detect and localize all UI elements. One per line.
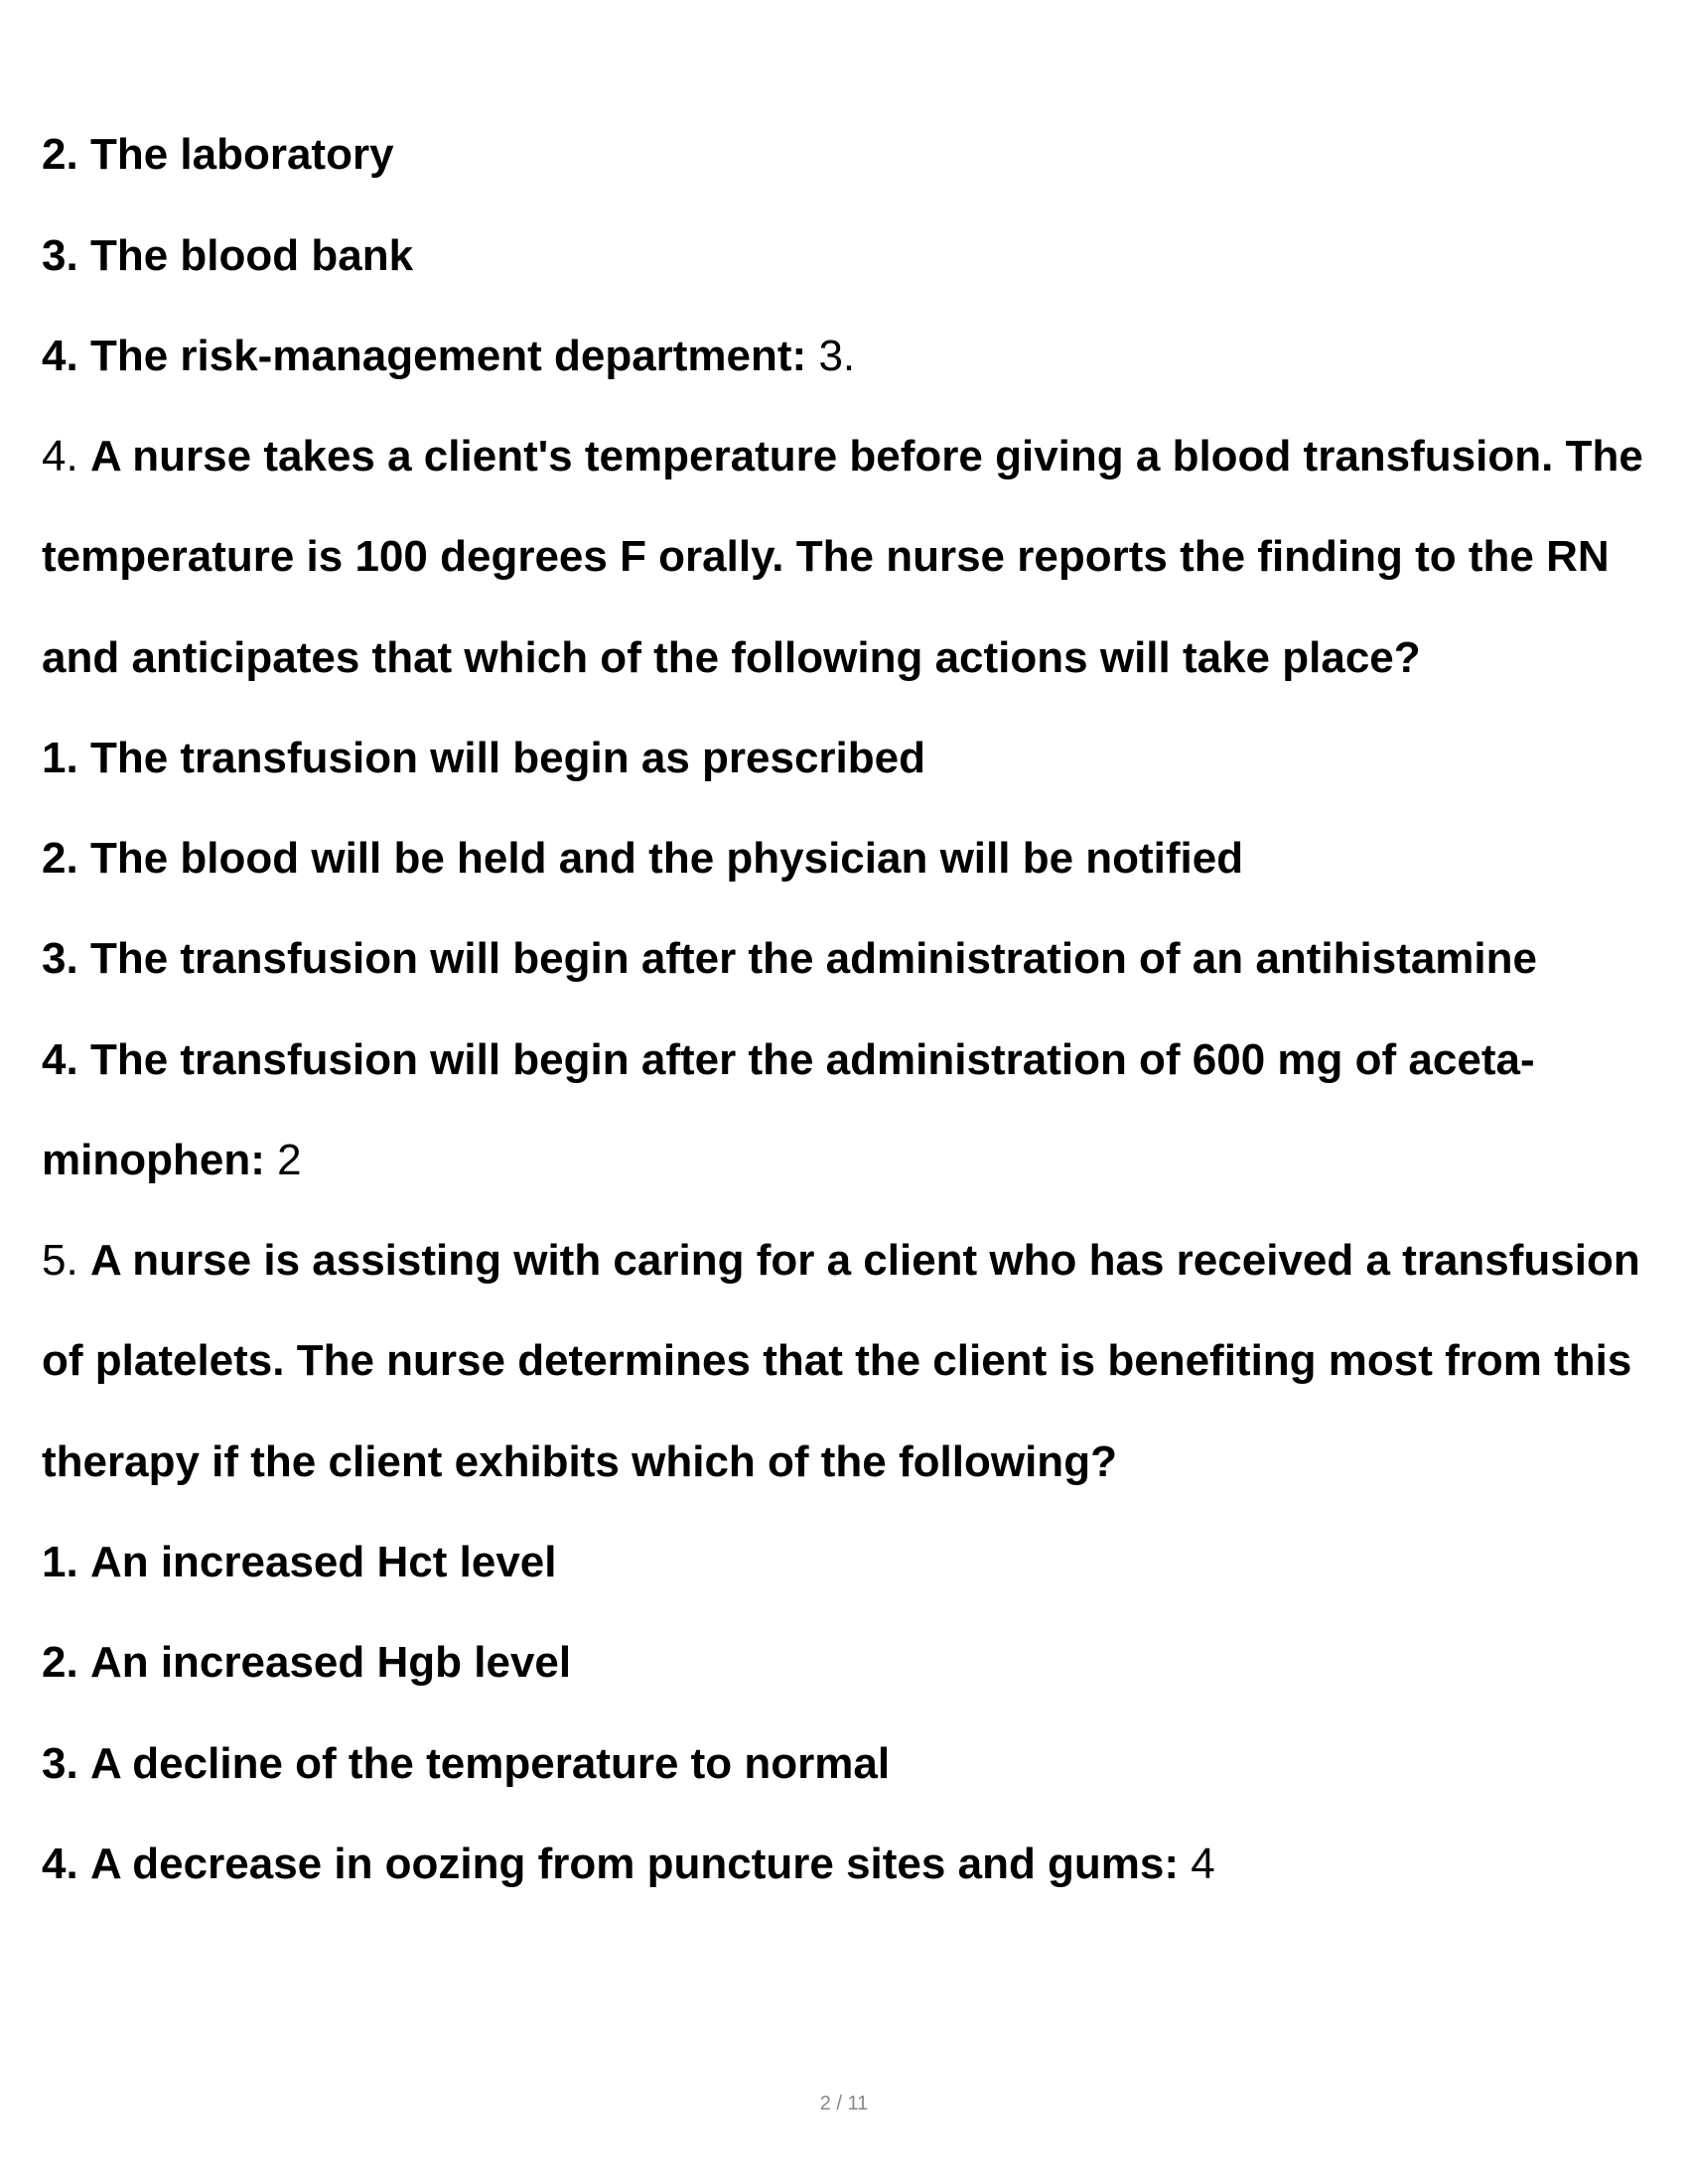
answer-option-line	[42, 1637, 571, 1689]
answer-option-line	[42, 1839, 1215, 1890]
answer-option-line	[42, 1537, 556, 1588]
option-number: 3.	[42, 934, 78, 983]
question-number: 4.	[42, 432, 78, 480]
option-text: The risk-management department:	[89, 332, 807, 380]
question-text: and anticipates that which of the following actions will take place?	[42, 633, 1421, 682]
option-text: The blood will be held and the physician will be notified	[89, 834, 1244, 883]
answer-option-line	[42, 833, 1243, 885]
answer-option-line	[42, 733, 925, 784]
option-text: A decrease in oozing from puncture sites and gums:	[89, 1840, 1180, 1888]
question-text: temperature is 100 degrees F orally. The nurse reports the finding to the RN	[42, 532, 1610, 581]
option-text: The transfusion will begin after the administration of 600 mg of aceta-	[89, 1035, 1535, 1084]
question-text: therapy if the client exhibits which of the following?	[42, 1437, 1117, 1486]
option-number: 4.	[42, 332, 78, 380]
question-line	[42, 1335, 1631, 1387]
answer-option-line	[42, 1135, 302, 1186]
question-text: A nurse takes a client's temperature before giving a blood transfusion. The	[89, 432, 1643, 480]
answer-option-line	[42, 331, 855, 382]
option-number: 4.	[42, 1035, 78, 1084]
option-text: An increased Hct level	[89, 1538, 557, 1586]
answer-option-line	[42, 933, 1537, 985]
option-text: An increased Hgb level	[89, 1638, 572, 1687]
answer-option-line	[42, 1034, 1535, 1086]
answer-option-line	[42, 1738, 890, 1790]
option-number: 4.	[42, 1840, 78, 1888]
option-number: 1.	[42, 1538, 78, 1586]
question-line	[42, 632, 1421, 684]
option-number: 3.	[42, 1739, 78, 1788]
question-line	[42, 531, 1610, 583]
option-number: 1.	[42, 734, 78, 782]
option-text: minophen:	[42, 1136, 265, 1184]
option-text: The laboratory	[89, 130, 394, 179]
question-number: 5.	[42, 1236, 78, 1285]
page-indicator: 2 / 11	[819, 2093, 869, 2115]
question-text: of platelets. The nurse determines that the client is benefiting most from this	[42, 1336, 1632, 1385]
answer-key: 3.	[818, 332, 856, 380]
option-number: 3.	[42, 231, 78, 280]
option-text: A decline of the temperature to normal	[89, 1739, 891, 1788]
question-line	[42, 431, 1643, 482]
answer-key: 2	[277, 1136, 302, 1184]
option-number: 2.	[42, 834, 78, 883]
answer-key: 4	[1191, 1840, 1215, 1888]
option-text: The transfusion will begin after the administration of an antihistamine	[89, 934, 1537, 983]
answer-option-line	[42, 129, 394, 181]
question-text: A nurse is assisting with caring for a client who has received a transfusion	[89, 1236, 1640, 1285]
option-text: The blood bank	[89, 231, 414, 280]
question-line	[42, 1436, 1117, 1488]
option-number: 2.	[42, 1638, 78, 1687]
answer-option-line	[42, 230, 413, 282]
option-number: 2.	[42, 130, 78, 179]
question-line	[42, 1235, 1640, 1287]
option-text: The transfusion will begin as prescribed	[89, 734, 926, 782]
